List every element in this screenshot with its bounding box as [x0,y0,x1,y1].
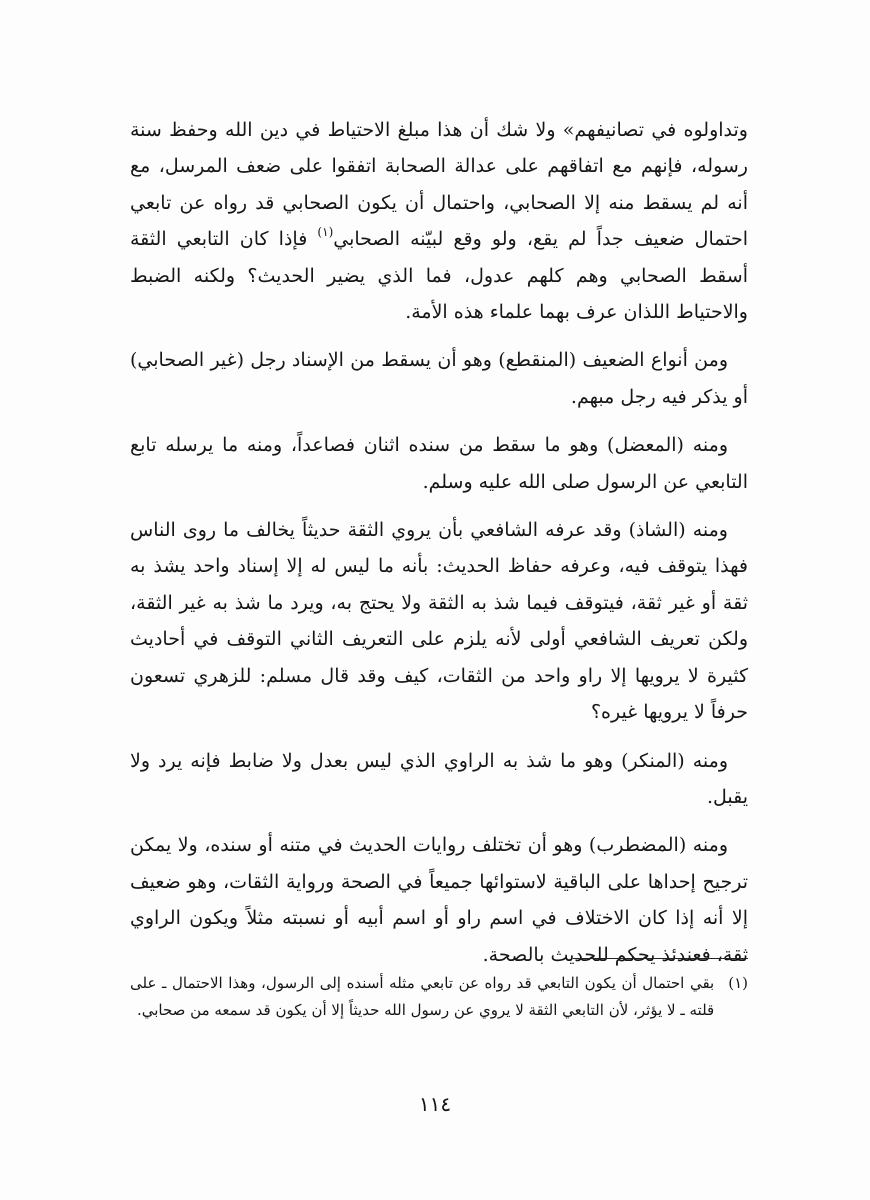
footnote-text: بقي احتمال أن يكون التابعي قد رواه عن تابعي مثله أسنده إلى الرسول، وهذا الاحتمال ـ على قلته ـ لا يؤثر، لأن التابعي الثقة لا يروي عن رسول الله حديثاً إلا أن يكون قد سمعه من صحابي. [130,974,715,1019]
footnote-number: (١) [728,974,748,992]
paragraph-shadh: ومنه (الشاذ) وقد عرفه الشافعي بأن يروي الثقة حديثاً يخالف ما روى الناس فهذا يتوقف فيه، وعرفه حفاظ الحديث: بأنه ما ليس له إلا إسناد واحد يشذ به ثقة أو غير ثقة، فيتوقف فيما شذ به الثقة ولا يحتج به، ويرد ما شذ به غير الثقة، ولكن تعريف الشافعي أولى لأنه يلزم على التعريف الثاني التوقف في أحاديث كثيرة لا يرويها إلا راو واحد من الثقات، كيف وقد قال مسلم: للزهري تسعون حرفاً لا يرويها غيره؟ [130,519,748,724]
footnotes-section [130,970,748,1024]
paragraph-munqati: ومن أنواع الضعيف (المنقطع) وهو أن يسقط من الإسناد رجل (غير الصحابي) أو يذكر فيه رجل مبهم. [130,349,748,408]
footnote-separator [573,958,748,959]
footnote-reference[interactable]: (١) [317,225,334,240]
paragraph-munkar: ومنه (المنكر) وهو ما شذ به الراوي الذي ليس بعدل ولا ضابط فإنه يرد ولا يقبل. [130,749,748,808]
paragraph-mudal: ومنه (المعضل) وهو ما سقط من سنده اثنان فصاعداً، ومنه ما يرسله تابع التابعي عن الرسول صلى الله عليه وسلم. [130,434,748,493]
footnote-item [130,970,748,1024]
page-number: ١١٤ [418,1092,452,1116]
paragraph-text-continued: فإذا كان التابعي الثقة أسقط الصحابي وهم كلهم عدول، فما الذي يضير الحديث؟ ولكنه الضبط والاحتياط اللذان عرف بهما علماء هذه الأمة. [130,228,748,324]
paragraph-mudtarib: ومنه (المضطرب) وهو أن تختلف روايات الحديث في متنه أو سنده، ولا يمكن ترجيح إحداها على الباقية لاستوائها جميعاً في الصحة ورواية الثقات، وهو ضعيف إلا أنه إذا كان الاختلاف في اسم راو أو اسم أبيه أو نسبته مثلاً ويكون الراوي ثقة، فعندئذ يحكم للحديث بالصحة. [130,834,748,966]
main-text [130,112,748,973]
paragraph-text: وتداولوه في تصانيفهم» ولا شك أن هذا مبلغ الاحتياط في دين الله وحفظ سنة رسوله، فإنهم مع اتفاقهم على عدالة الصحابة اتفقوا على ضعف المرسل، مع أنه لم يسقط منه إلا الصحابي، واحتمال أن يكون الصحابي قد رواه عن تابعي احتمال ضعيف جداً لم يقع، ولو وقع لبيّنه الصحابي [130,119,748,251]
paragraph-mursal [130,112,748,330]
